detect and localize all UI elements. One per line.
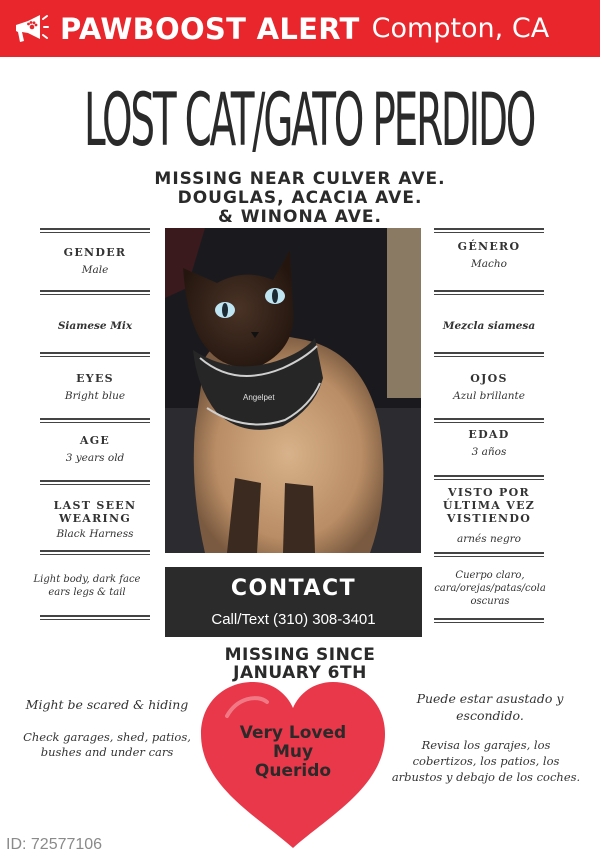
- missing-since-line: JANUARY 6TH: [233, 663, 367, 683]
- last-seen-wearing-info: [39, 499, 151, 541]
- visto-info: [433, 486, 545, 546]
- info-label: VISTO POR ÚLTIMA VEZ VISTIENDO: [442, 486, 536, 525]
- breed-info: [39, 315, 151, 333]
- divider: [40, 290, 150, 295]
- edad-info: [433, 428, 545, 459]
- left-note-check: Check garages, shed, patios, bushes and under cars: [23, 730, 191, 759]
- info-value: Black Harness: [56, 528, 134, 540]
- info-label: EDAD: [468, 428, 510, 441]
- missing-near-text: [0, 170, 600, 227]
- divider: [40, 550, 150, 555]
- missing-since-line: MISSING SINCE: [224, 645, 376, 665]
- missing-near-line: DOUGLAS, ACACIA AVE.: [177, 188, 423, 208]
- poster-title: LOST CAT/GATO PERDIDO: [83, 78, 535, 164]
- info-label: OJOS: [470, 372, 508, 385]
- ojos-info: [433, 372, 545, 403]
- gender-info: [39, 246, 151, 277]
- info-value: 3 años: [471, 446, 507, 458]
- megaphone-paw-icon: [8, 7, 52, 51]
- divider: [434, 418, 544, 423]
- info-label: GÉNERO: [457, 240, 521, 253]
- divider: [434, 290, 544, 295]
- divider: [434, 475, 544, 480]
- divider: [40, 480, 150, 485]
- info-value: 3 years old: [65, 452, 125, 464]
- info-label: GENDER: [63, 246, 127, 259]
- info-label: LAST SEEN WEARING: [53, 499, 137, 525]
- heart-line: Querido: [254, 761, 332, 781]
- divider: [40, 228, 150, 233]
- right-description: Cuerpo claro, cara/orejas/patas/cola oscuras: [434, 570, 546, 607]
- brand-name: PAWBOOST ALERT: [60, 11, 360, 46]
- left-description: Light body, dark face ears legs & tail: [33, 574, 141, 598]
- info-value: Bright blue: [64, 390, 126, 402]
- right-note-check: Revisa los garajes, los cobertizos, los patios, los arbustos y debajo de los coches.: [391, 738, 581, 784]
- divider: [40, 418, 150, 423]
- missing-near-line: & WINONA AVE.: [217, 207, 383, 227]
- info-label: AGE: [79, 434, 111, 447]
- info-label: EYES: [76, 372, 114, 385]
- divider: [434, 352, 544, 357]
- info-value: Mezcla siamesa: [442, 320, 536, 332]
- right-note-scared: Puede estar asustado y escondido.: [416, 691, 564, 723]
- heart-line: Very Loved: [239, 723, 347, 743]
- contact-box: [165, 567, 422, 637]
- alert-city: Compton, CA: [371, 13, 550, 44]
- divider: [434, 228, 544, 233]
- divider: [434, 552, 544, 557]
- genero-info: [433, 240, 545, 271]
- heart-text: [197, 724, 389, 781]
- eyes-info: [39, 372, 151, 403]
- alert-header: [0, 0, 600, 57]
- left-note-scared: Might be scared & hiding: [25, 697, 189, 712]
- listing-id: ID: 72577106: [6, 836, 103, 853]
- info-value: Male: [81, 264, 109, 276]
- contact-title: CONTACT: [230, 576, 357, 601]
- divider: [434, 618, 544, 623]
- harness-brand-text: Angelpet: [243, 393, 275, 402]
- age-info: [39, 434, 151, 465]
- info-value: Azul brillante: [453, 390, 525, 402]
- raza-info: [433, 315, 545, 333]
- divider: [40, 615, 150, 620]
- heart-line: Muy: [272, 742, 314, 762]
- cat-photo: [165, 228, 421, 553]
- info-value: arnés negro: [456, 533, 522, 545]
- contact-phone[interactable]: Call/Text (310) 308-3401: [211, 611, 376, 628]
- info-value: Macho: [471, 258, 507, 270]
- info-value: Siamese Mix: [57, 320, 133, 332]
- divider: [40, 352, 150, 357]
- missing-near-line: MISSING NEAR CULVER AVE.: [154, 169, 446, 189]
